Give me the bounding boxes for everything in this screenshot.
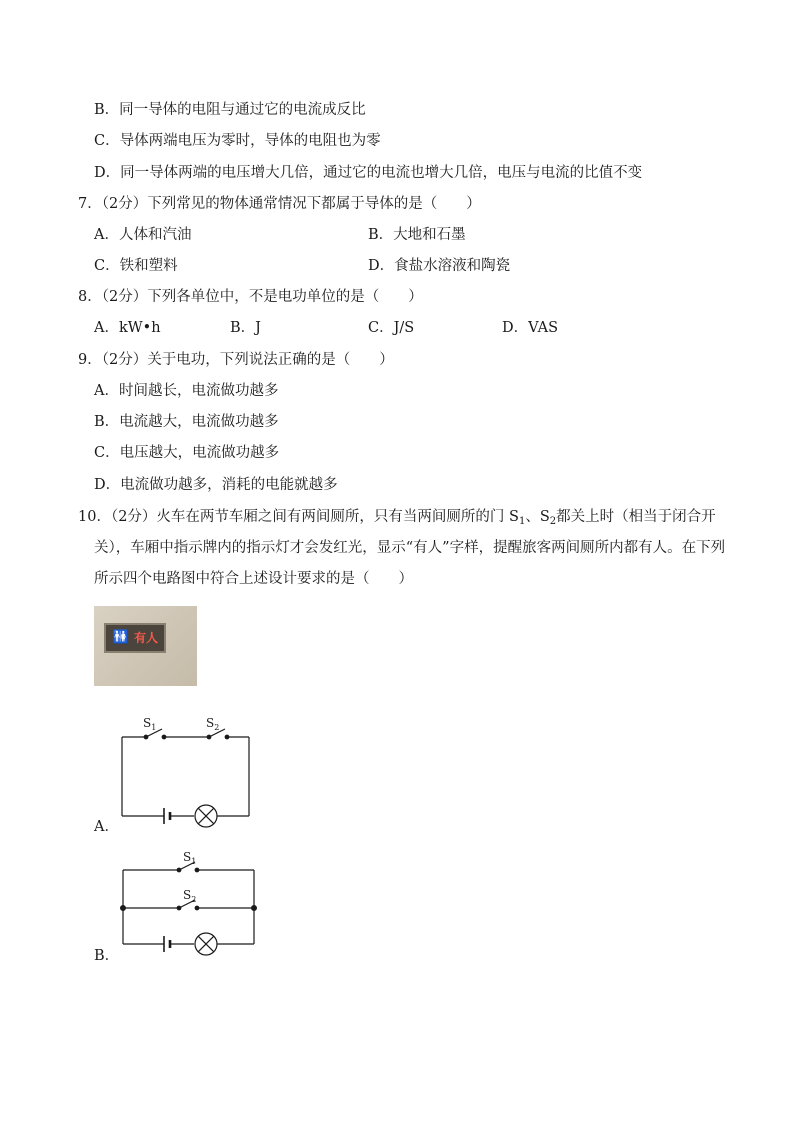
- indicator-sign: [104, 623, 166, 653]
- occupied-text: 有人: [134, 631, 159, 645]
- q7-option-c: C．铁和塑料: [94, 258, 178, 274]
- q10-stem-line2: 关），车厢中指示牌内的指示灯才会发红光，显示“有人”字样，提醒旅客两间厕所内都有人。在下列: [94, 540, 726, 556]
- q9-option-b: B．电流越大，电流做功越多: [94, 414, 279, 430]
- junction-right: [252, 906, 257, 911]
- q7-option-d: D．食盐水溶液和陶瓷: [368, 258, 511, 274]
- q9-option-a: A．时间越长，电流做功越多: [94, 383, 279, 399]
- q9-option-c: C．电压越大，电流做功越多: [94, 445, 280, 461]
- q8-option-b: B．J: [230, 320, 261, 336]
- q8-option-a: A．kW•h: [94, 320, 161, 336]
- q7-option-b: B．大地和石墨: [368, 227, 466, 243]
- q8-option-c: C．J/S: [368, 320, 415, 336]
- q8-stem: 8．（2分）下列各单位中，不是电功单位的是（ ）: [78, 289, 423, 305]
- q10-stem-line1: 10．（2分）火车在两节车厢之间有两间厕所，只有当两间厕所的门 $S_1$、$S_2$都关上时（相当于闭合开: [78, 509, 716, 527]
- label-s1: $S_1$: [183, 850, 197, 866]
- q6-option-c: C．导体两端电压为零时，导体的电阻也为零: [94, 133, 381, 149]
- circuit-a-label: A．: [94, 819, 119, 835]
- junction-left: [121, 906, 126, 911]
- q7-stem: 7．（2分）下列常见的物体通常情况下都属于导体的是（ ）: [78, 196, 481, 212]
- q10-stem-line3: 所示四个电路图中符合上述设计要求的是（ ）: [94, 571, 413, 587]
- q9-option-d: D．电流做功越多，消耗的电能就越多: [94, 477, 338, 493]
- label-s2: $S_2$: [183, 888, 197, 904]
- restroom-icon: 🚻: [112, 630, 130, 645]
- label-s1: $S_1$: [143, 716, 157, 732]
- q8-option-d: D．VAS: [502, 320, 559, 336]
- q9-stem: 9．（2分）关于电功，下列说法正确的是（ ）: [78, 352, 394, 368]
- circuit-b-label: B．: [94, 948, 120, 964]
- q6-option-d: D．同一导体两端的电压增大几倍，通过它的电流也增大几倍，电压与电流的比值不变: [94, 165, 643, 181]
- q6-option-b: B．同一导体的电阻与通过它的电流成反比: [94, 102, 366, 118]
- label-s2: $S_2$: [206, 716, 220, 732]
- indicator-sign-photo: [94, 606, 197, 686]
- q7-option-a: A．人体和汽油: [94, 227, 192, 243]
